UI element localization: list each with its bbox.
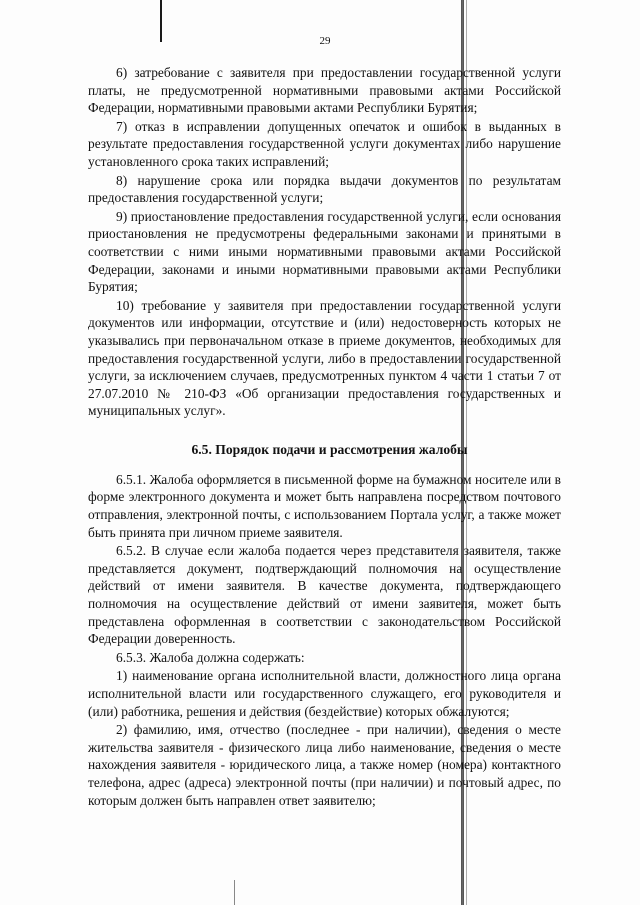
list-item-6: 6) затребование с заявителя при предоставлении государственной услуги платы, не предусмотренной нормативными правовыми актами Российской Федерации, нормативными правовыми актами Республики Бурятия;	[88, 65, 561, 116]
paragraph-6-5-1: 6.5.1. Жалоба оформляется в письменной форме на бумажном носителе или в форме электронного документа и может быть направлена посредством почтового отправления, электронной почты, с использованием Портала услуг, а также может быть принята при личном приеме заявителя.	[88, 471, 561, 540]
paragraph-6-5-3: 6.5.3. Жалоба должна содержать:	[116, 649, 305, 665]
paragraph-6-5-3-item-2: 2) фамилию, имя, отчество (последнее - при наличии), сведения о месте жительства заявителя - физического лица либо наименование, сведения о месте нахождения заявителя - юридического лица, а также номер (номера) контактного телефона, адрес (адреса) электронной почты (при наличии) и почтовый адрес, по которым должен быть направлен ответ заявителю;	[88, 722, 561, 808]
page-number: 29	[319, 35, 331, 47]
paragraph-6-5-2: 6.5.2. В случае если жалоба подается через представителя заявителя, также представляется документ, подтверждающий полномочия на осуществление действий от имени заявителя. В качестве документа, подтверждающего полномочия на осуществление действий от имени заявителя, может быть представлена оформленная в соответствии с законодательством Российской Федерации доверенность.	[88, 543, 561, 647]
scan-artifact-mark-bottom	[234, 880, 235, 905]
list-item-8: 8) нарушение срока или порядка выдачи документов по результатам предоставления государственной услуги;	[88, 172, 561, 206]
paragraph-6-5-3-item-1: 1) наименование органа исполнительной власти, должностного лица органа исполнительной власти или государственного служащего, его руководителя и (или) работника, решения и действия (бездействие) которых обжалуются;	[88, 668, 561, 719]
list-item-10: 10) требование у заявителя при предоставлении государственной услуги документов или информации, отсутствие и (или) недостоверность которых не указывались при первоначальном отказе в приеме документов, необходимых для предоставления государственной услуги, либо в предоставлении государственной услуги, за исключением случаев, предусмотренных пунктом 4 части 1 статьи 7 от 27.07.2010 № 210-ФЗ «Об организации предоставления государственных и муниципальных услуг».	[88, 297, 561, 419]
document-body	[88, 64, 561, 810]
list-item-9: 9) приостановление предоставления государственной услуги, если основания приостановления не предусмотрены федеральными законами и принятыми в соответствии с ними иными нормативными правовыми актами Российской Федерации, законами и иными нормативными правовыми актами Республики Бурятия;	[88, 208, 561, 295]
list-item-7: 7) отказ в исправлении допущенных опечаток и ошибок в выданных в результате предоставления государственной услуги документах либо нарушение установленного срока таких исправлений;	[88, 118, 561, 169]
section-heading: 6.5. Порядок подачи и рассмотрения жалобы	[191, 441, 468, 457]
